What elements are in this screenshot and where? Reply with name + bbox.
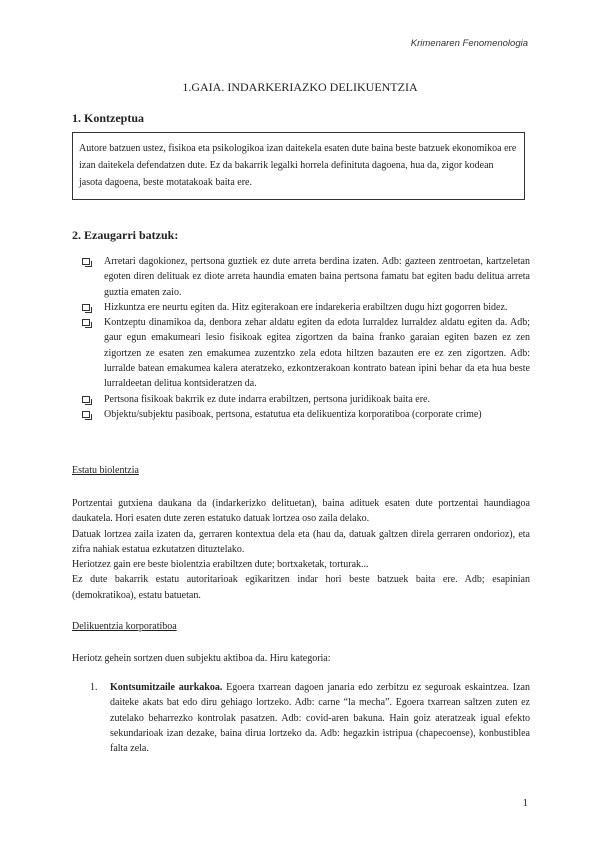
list-item-text: Hizkuntza ere neurtu egiten da. Hitz egiterakoan ere indarekeria erabiltzen dugu hizt gogorren bidez. [104,301,508,313]
section-heading-kontzeptua: 1. Kontzeptua [72,111,144,125]
category-list [90,680,530,756]
definition-box [72,132,525,200]
list-item [82,392,530,407]
checkbox-square-icon [82,396,90,403]
list-item-text: Objektu/subjektu pasiboak, pertsona, estatutua eta delikuentiza korporatiboa (corporate crime) [104,408,482,420]
list-item-text: Arretari dagokionez, pertsona guztiek ez dute arreta berdina izaten. Adb: gazteen zentroetan, kartzeletan egoten diren delituak ez diote arreta haundia ematen baina pertsona famatu bat egiten badu delitua arreta guztia ematen zaio. [104,256,530,298]
subheading-delikuentzia-korporatiboa: Delikuentzia korporatiboa [72,621,177,632]
document-title: 1.GAIA. INDARKERIAZKO DELIKUENTZIA [182,80,418,94]
section-heading-ezaugarriak: 2. Ezaugarri batzuk: [72,228,179,242]
korporatiboa-intro: Heriotz gehein sortzen duen subjektu aktiboa da. Hiru kategoria: [72,653,331,664]
list-number: 1. [90,682,98,693]
list-item [90,680,530,756]
list-item [82,300,530,315]
category-title: Kontsumitzaile aurkakoa. [110,682,223,693]
list-item [82,315,530,391]
checkbox-square-icon [82,319,90,326]
list-item-text: Kontzeptu dinamikoa da, denbora zehar aldatu egiten da edota lurraldez lurraldez aldatu egiten da. Adb; gaur egun emakumeari lesio fisikoak egitea zigortzen da baina franko garaian egiten bazen ez zen zigortzen ze esaten zen emakumea zuzentzko zela edota hiltzen bazauten ere ez zen zigortzen. Adb: lurralde batean emakumea kalera ateratzeko, ezkontzerakoan kontrato batean ipini behar da eta hua beste lurraldeetan delitua kontsideratzen da. [104,317,530,390]
checkbox-square-icon [82,258,90,265]
checkbox-square-icon [82,304,90,311]
list-item-text: Pertsona fisikoak bakrrik ez dute indarra erabiltzen, pertsona juridikoak baita ere. [104,393,430,405]
page-number: 1 [522,797,528,809]
paragraph: Portzentai gutxiena daukana da (indarkerizko delituetan), baina adituek esaten dute portzentai haundiagoa daukatela. Hori esaten dute zeren estatuko datuak lortzea oso zaila delako. [72,498,530,525]
running-header: Krimenaren Fenomenologia [410,38,528,49]
estatu-paragraphs [72,496,530,603]
list-item [82,407,530,422]
checkbox-square-icon [82,411,90,418]
paragraph: Heriotzez gain ere beste biolentzia erabiltzen dute; bortxaketak, torturak... [72,559,369,571]
characteristics-list [82,254,530,422]
paragraph: Datuak lortzea zaila izaten da, gerraren kontextua dela eta (hau da, datuak galtzen direla gerraren ondorioz), eta zifra nahiak estatua ezkutatzen dituztelako. [72,528,530,555]
category-text: Egoera txarrean dagoen janaria edo zerbitzu ez seguroak eskaintzea. Izan daiteke akats bat edo diru gehiago lortzeko. Adb: carne “la mecha”. Egoera txarrean saltzen zuten ez zutelako beharrezko kontrolak pasatzen. Adb: covid-aren bakuna. Hain goiz ateratzeak igual efekto sekundarioak izan dezake, baina dirua lortzeko da. Adb: hegazkin istripua (chapecoense), konbustiblea falta zela. [110,682,530,755]
definition-text: Autore batzuen ustez, fisikoa eta psikologikoa izan daitekela esaten dute baina beste batzuek ekonomikoa ere izan daitekela defendatzen dute. Ez da bakarrik legalki horrela definituta dagoena, hua da, zigor kodean jasota dagoena, beste motatakoak baita ere. [79,143,517,188]
list-item [82,254,530,300]
subheading-estatu-biolentzia: Estatu biolentzia [72,465,139,476]
paragraph: Ez dute bakarrik estatu autoritarioak egikaritzen indar hori beste batzuek baita ere. Adb; esapinian (demokratikoa), estatu batuetan. [72,574,530,601]
